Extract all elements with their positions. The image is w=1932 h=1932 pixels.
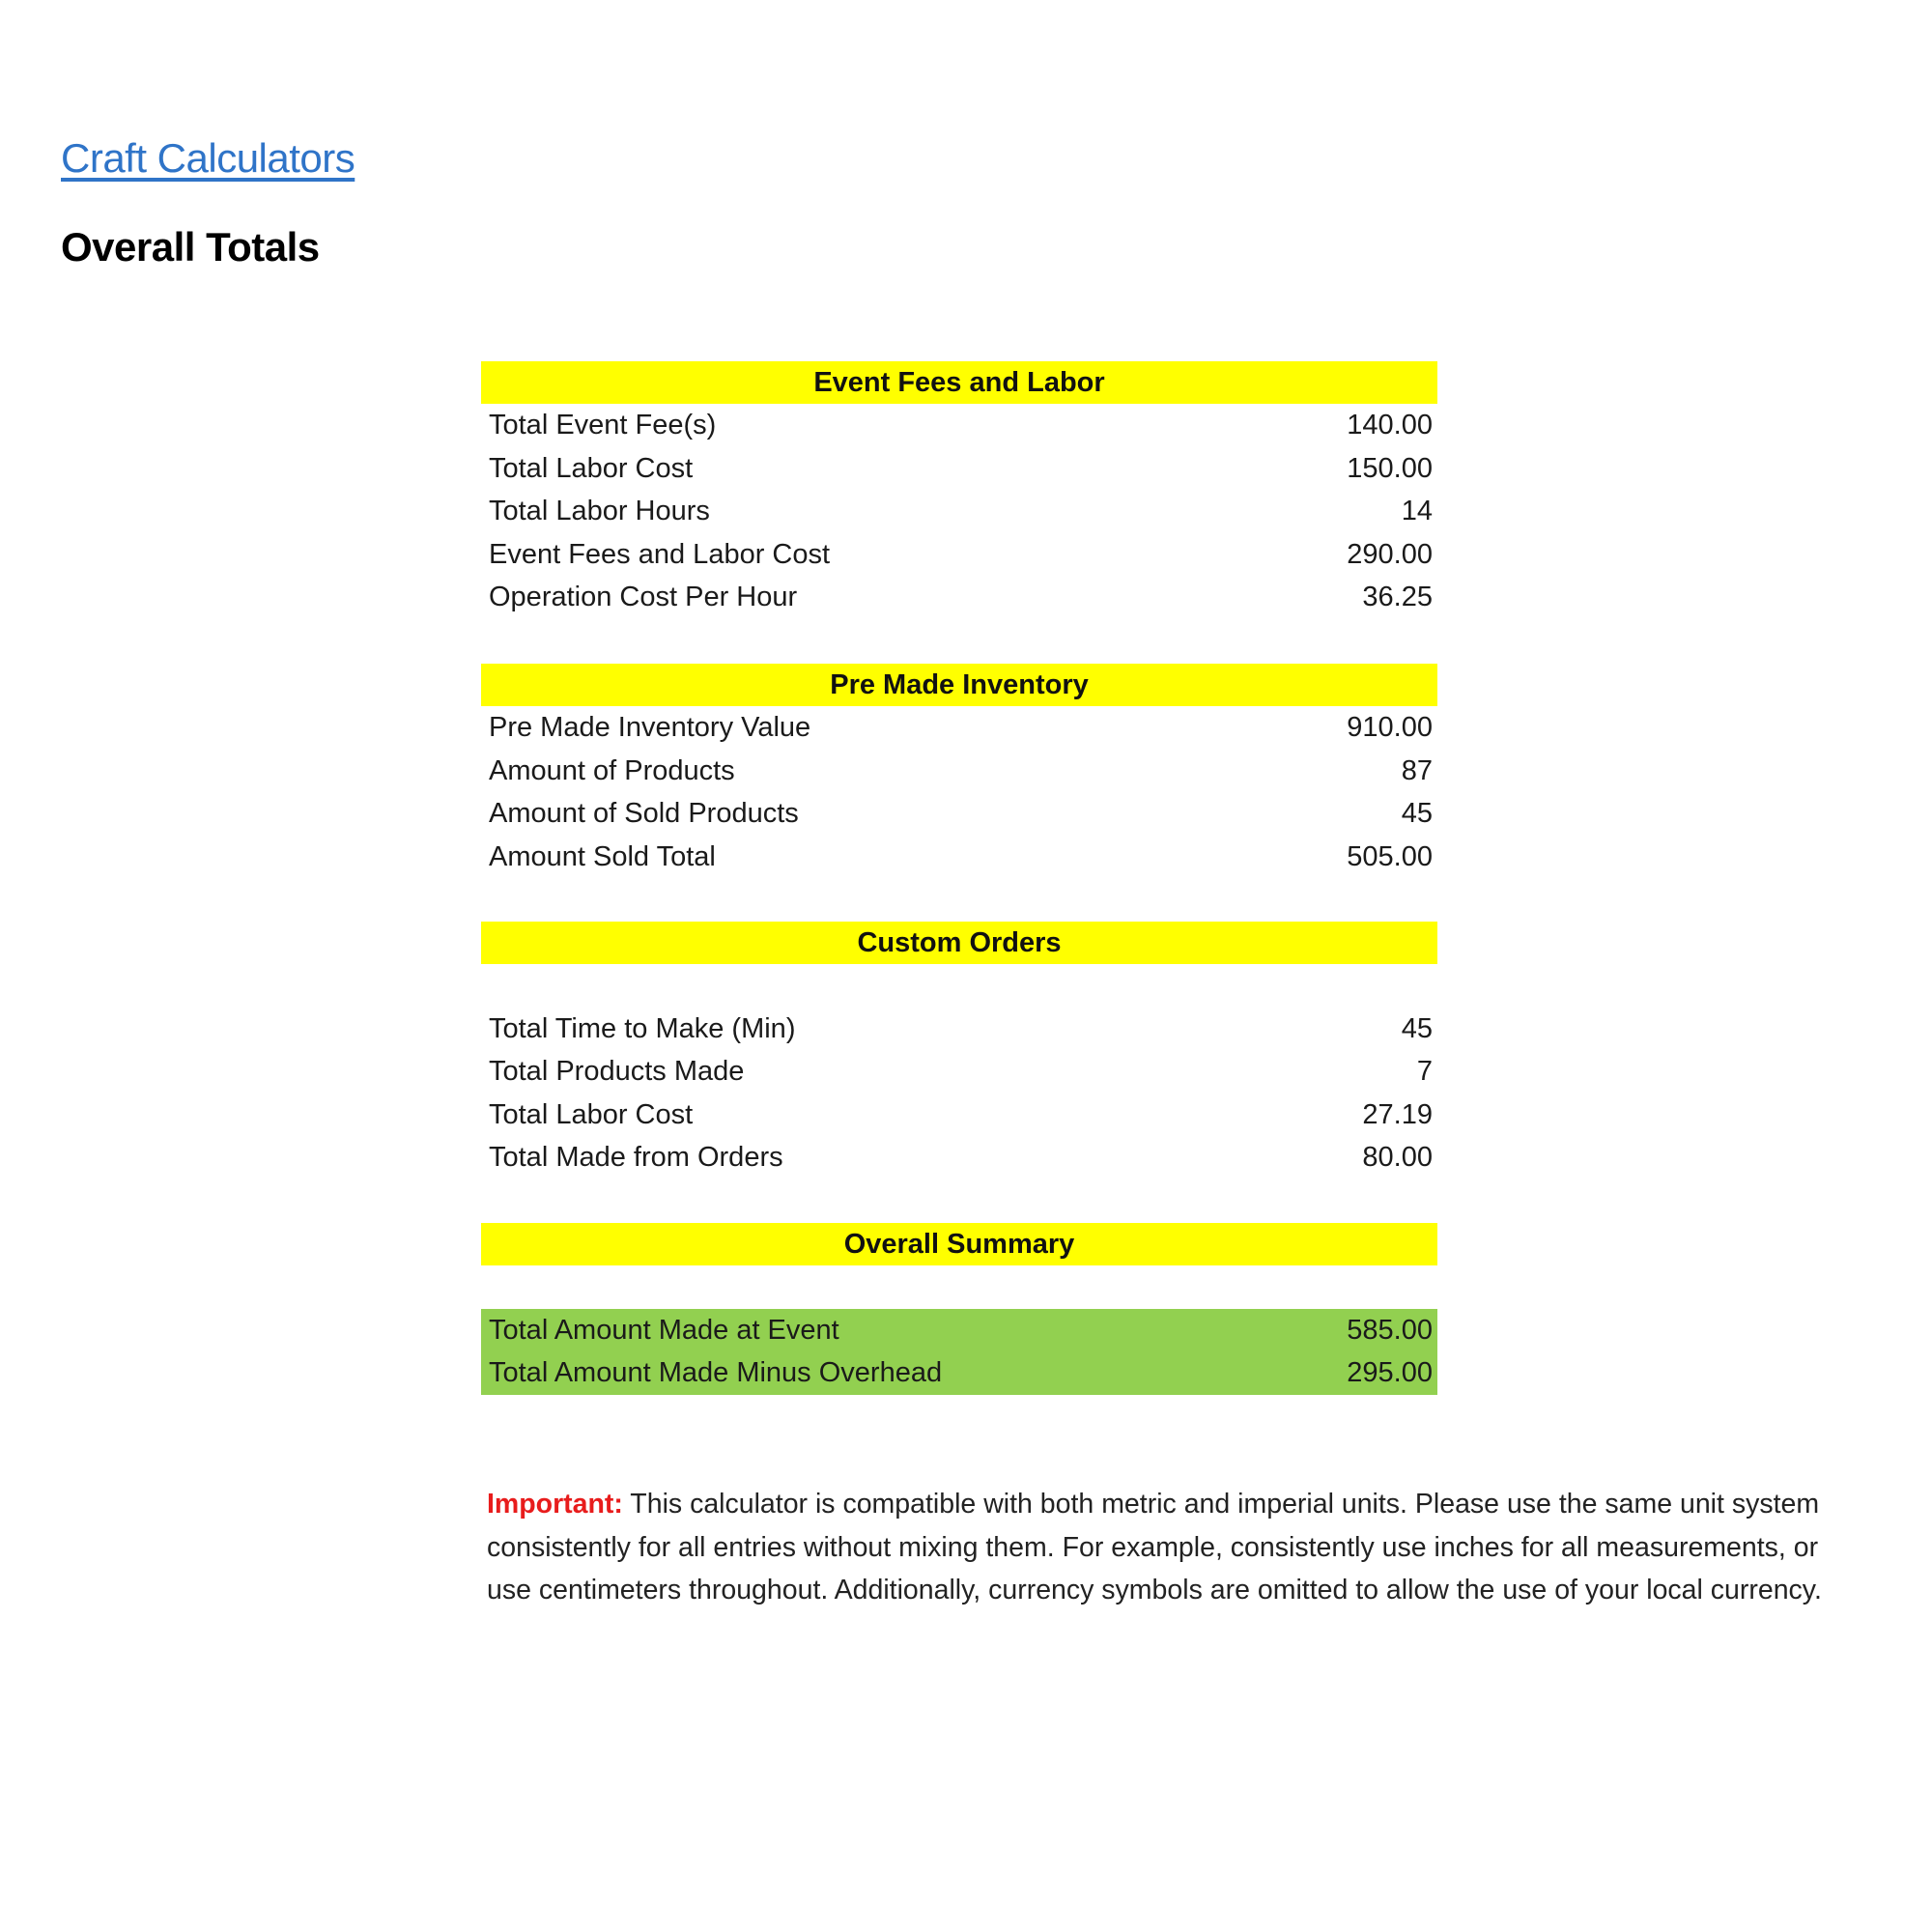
- row-label: Amount of Products: [489, 754, 735, 786]
- important-label: Important:: [487, 1489, 623, 1520]
- row-value: 910.00: [1347, 712, 1433, 743]
- row-label: Total Made from Orders: [489, 1142, 783, 1174]
- blank-row: [481, 1265, 1437, 1309]
- row-value: 27.19: [1362, 1098, 1433, 1130]
- row-value: 7: [1416, 1056, 1433, 1088]
- row-label: Total Time to Make (Min): [489, 1012, 796, 1044]
- row-value: 14: [1401, 496, 1433, 527]
- table-row: [481, 750, 1437, 793]
- table-row: [481, 792, 1437, 836]
- row-value: 80.00: [1362, 1142, 1433, 1174]
- section-header: Overall Summary: [481, 1223, 1437, 1265]
- row-label: Event Fees and Labor Cost: [489, 538, 831, 570]
- table-row: [481, 576, 1437, 619]
- summary-row: [481, 1351, 1437, 1395]
- table-row: [481, 1050, 1437, 1094]
- row-value: 45: [1401, 798, 1433, 830]
- row-label: Total Products Made: [489, 1056, 745, 1088]
- row-label: Pre Made Inventory Value: [489, 712, 811, 743]
- row-label: Total Amount Made at Event: [489, 1314, 839, 1346]
- row-value: 290.00: [1347, 538, 1433, 570]
- table-row: [481, 1094, 1437, 1137]
- important-note: [487, 1483, 1859, 1612]
- row-value: 36.25: [1362, 582, 1433, 613]
- summary-row: [481, 1309, 1437, 1352]
- important-text: This calculator is compatible with both metric and imperial units. Please use the same unit system consistently for all entries without mixing them. For example, consistently use inches for all measurements, or use centimeters throughout. Additionally, currency symbols are omitted to allow the use of your local currency.: [487, 1489, 1822, 1606]
- row-label: Total Labor Cost: [489, 1098, 694, 1130]
- row-label: Operation Cost Per Hour: [489, 582, 798, 613]
- row-value: 585.00: [1347, 1314, 1433, 1346]
- row-label: Total Labor Cost: [489, 452, 694, 484]
- blank-row: [481, 964, 1437, 1008]
- table-row: [481, 490, 1437, 533]
- section-header: Event Fees and Labor: [481, 361, 1437, 404]
- page-title: Overall Totals: [61, 224, 320, 270]
- craft-calculators-link[interactable]: Craft Calculators: [61, 135, 355, 181]
- table-row: [481, 1008, 1437, 1051]
- row-value: 140.00: [1347, 410, 1433, 440]
- table-row: [481, 533, 1437, 577]
- row-label: Total Labor Hours: [489, 496, 710, 527]
- event-fees-section: [481, 361, 1437, 619]
- row-label: Total Amount Made Minus Overhead: [489, 1357, 943, 1389]
- overall-summary-section: [481, 1223, 1437, 1395]
- table-row: [481, 404, 1437, 447]
- section-header: Custom Orders: [481, 922, 1437, 964]
- row-value: 295.00: [1347, 1357, 1433, 1389]
- section-header: Pre Made Inventory: [481, 664, 1437, 706]
- row-value: 45: [1401, 1012, 1433, 1044]
- table-row: [481, 447, 1437, 491]
- row-value: 87: [1401, 754, 1433, 786]
- custom-orders-section: [481, 922, 1437, 1179]
- row-label: Amount of Sold Products: [489, 798, 799, 830]
- table-row: [481, 836, 1437, 879]
- pre-made-inventory-section: [481, 664, 1437, 878]
- row-value: 505.00: [1347, 840, 1433, 872]
- row-label: Total Event Fee(s): [489, 410, 717, 440]
- row-label: Amount Sold Total: [489, 840, 716, 872]
- row-value: 150.00: [1347, 452, 1433, 484]
- table-row: [481, 706, 1437, 750]
- table-row: [481, 1136, 1437, 1179]
